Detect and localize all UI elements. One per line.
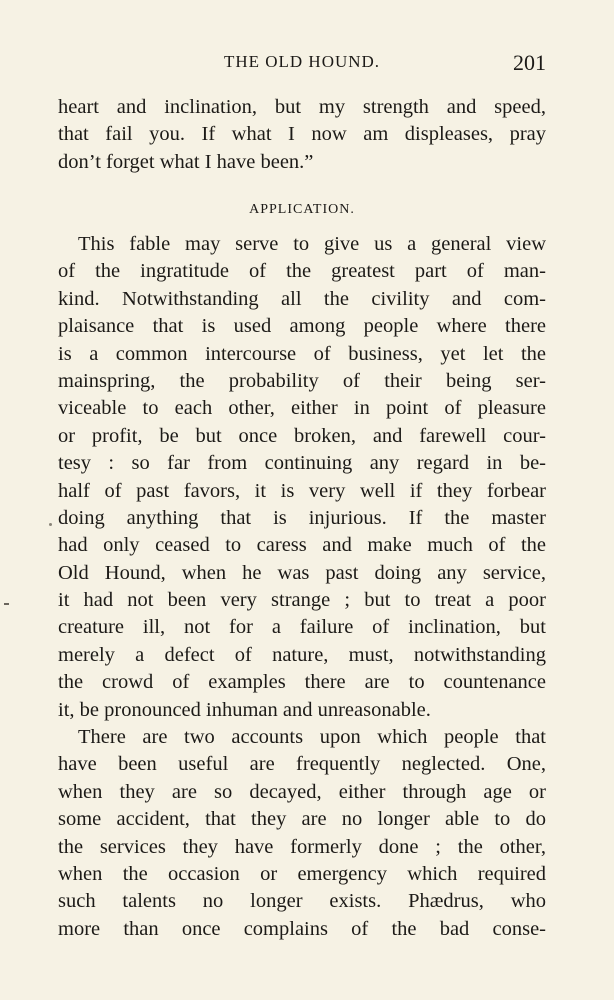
text-line: is a common intercourse of business, yet let the [58,342,546,365]
page-number: 201 [513,50,546,75]
running-head [58,50,546,78]
text-line: the crowd of examples there are to countenance [58,671,546,694]
text-line: it had not been very strange ; but to treat a poor [58,589,546,612]
top-paragraph [58,94,546,176]
text-line: mainspring, the probability of their being ser- [58,369,546,392]
text-line: some accident, that they are no longer able to do [58,808,546,831]
text-line: it, be pronounced inhuman and unreasonable. [58,698,431,721]
text-line: half of past favors, it is very well if they forbear [58,479,546,502]
text-line: when the occasion or emergency which required [58,862,546,885]
margin-speck [49,523,52,526]
text-line: merely a defect of nature, must, notwithstanding [58,643,546,666]
text-line: Old Hound, when he was past doing any service, [58,561,546,584]
text-line: viceable to each other, either in point of pleasure [58,397,546,420]
text-line: This fable may serve to give us a general view [78,233,546,255]
text-line: when they are so decayed, either through age or [58,780,546,803]
text-line: There are two accounts upon which people that [78,726,546,749]
text-line: had only ceased to caress and make much of the [58,534,546,557]
text-line: of the ingratitude of the greatest part of man- [58,260,546,283]
section-heading: APPLICATION. [249,202,355,217]
text-line: creature ill, not for a failure of inclination, but [58,616,546,639]
text-line: or profit, be but once broken, and farewell cour- [58,424,546,447]
text-line: don’t forget what I have been.” [58,150,314,173]
text-line: more than once complains of the bad conse- [58,917,546,940]
text-line: doing anything that is injurious. If the master [58,506,546,529]
text-line: have been useful are frequently neglected. One, [58,753,546,776]
text-line: plaisance that is used among people where there [58,315,546,338]
application-text [58,231,546,943]
text-line: that fail you. If what I now am displeases, pray [58,123,546,146]
text-line: the services they have formerly done ; the other, [58,835,546,858]
text-line: tesy : so far from continuing any regard in be- [58,452,546,475]
running-title: THE OLD HOUND. [223,52,381,71]
margin-mark [4,603,9,605]
text-line: such talents no longer exists. Phædrus, who [58,890,546,913]
text-line: kind. Notwithstanding all the civility and com- [58,287,546,310]
text-line: heart and inclination, but my strength and speed, [58,96,546,118]
